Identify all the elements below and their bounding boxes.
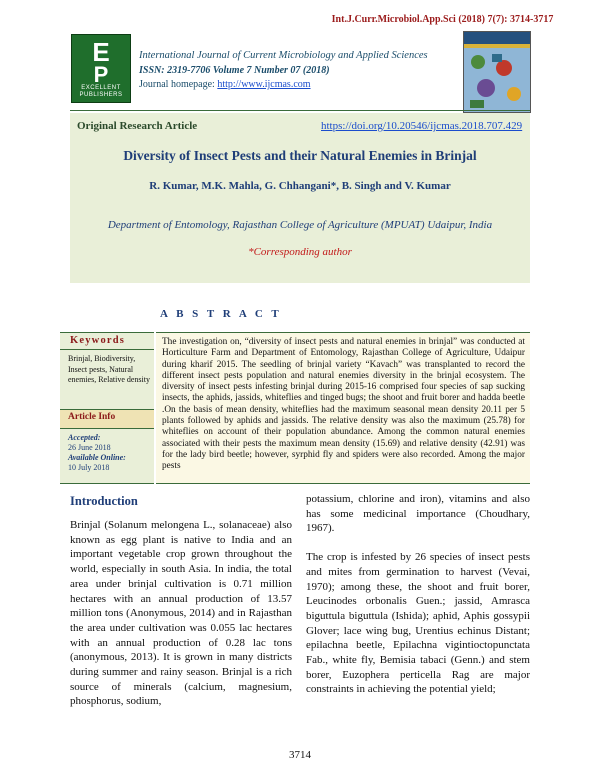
accepted-label: Accepted: <box>68 433 101 442</box>
author-list: R. Kumar, M.K. Mahla, G. Chhangani*, B. Singh and V. Kumar <box>149 180 451 192</box>
article-info-heading: Article Info <box>68 412 116 422</box>
logo-text-publishers: PUBLISHERS <box>79 92 123 98</box>
available-online-label: Available Online: <box>68 453 126 462</box>
header-divider <box>70 110 530 111</box>
available-online-date: 10 July 2018 <box>68 463 110 472</box>
introduction-heading: Introduction <box>70 494 138 508</box>
logo-text-excellent: EXCELLENT <box>81 85 121 91</box>
abstract-text: The investigation on, “diversity of insect pests and natural enemies in brinjal” was conducted at Horticulture Farm and Department of Entomology, Rajasthan College of Agriculture, Udaipur during kharif 2015. The seedling of brinjal variety “Kavach” was transplanted to record the different insect pests population and natural enemies diversity in the brinjal ecosystem. The diversity of insect pests infesting brinjal during 2015-16 comprised four species of sap sucking insects, the aphids, jassids, whiteflies and tinged bugs; the shoot and fruit borer and hadda beetle .On the basis of mean density, whiteflies had the maximum seasonal mean density 20.11 per 5 plants followed by aphids and jassids. The relative density was also the maximum (25.78) for whiteflies on account of their population abundance. Among the common natural enemies associated with their pests the maximum mean density (15.69) and relative density (42.91) was for the lady bird beetle; however, syrphid fly and spiders were also recorded. Among the major pests <box>162 337 525 472</box>
issn-volume: ISSN: 2319-7706 Volume 7 Number 07 (2018) <box>139 65 330 76</box>
page-number: 3714 <box>289 749 311 761</box>
logo-letter-e: E <box>92 37 110 67</box>
doi-link[interactable]: https://doi.org/10.20546/ijcmas.2018.707.429 <box>321 120 523 132</box>
abstract-heading: A B S T R A C T <box>160 308 282 320</box>
journal-homepage <box>139 79 311 90</box>
publisher-logo <box>71 34 131 103</box>
affiliation: Department of Entomology, Rajasthan College of Agriculture (MPUAT) Udaipur, India <box>107 219 493 231</box>
body-paragraph: The crop is infested by 26 species of insect pests and mites from germination to harvest (Vevai, 1970); among these, the shoot and fruit borer, Leucinodes orbonalis Guen.; jassid, Amrasca biguttula biguttula (Ishida); aphid, Aphis gossypii Glover; lace wing bug, Urentius echinus Distant; epilachna beetle, Epilachna vigintioctopunctata Fab., white fly, Bemisia tabaci (Genn.) and stem borer, Euzophera perticella Rag are major constraints in achieving the potential yield; <box>306 551 530 696</box>
article-title: Diversity of Insect Pests and their Natural Enemies in Brinjal <box>123 148 477 163</box>
body-column-right <box>306 492 530 697</box>
keywords-divider <box>60 349 154 350</box>
accepted-date: 26 June 2018 <box>68 443 111 452</box>
cover-illustration-icon <box>464 48 530 112</box>
cover-title-band <box>464 32 530 44</box>
corresponding-author-note: *Corresponding author <box>248 246 352 258</box>
journal-cover-image <box>463 31 531 113</box>
journal-citation: Int.J.Curr.Microbiol.App.Sci (2018) 7(7): 3714-3717 <box>331 14 554 25</box>
homepage-label: Journal homepage: <box>139 79 218 90</box>
body-paragraph: potassium, chlorine and iron), vitamins and also has some medicinal importance (Choudhary, 1967). <box>306 493 530 535</box>
keywords-list: Brinjal, Biodiversity, Insect pests, Natural enemies, Relative density <box>68 354 150 384</box>
body-column-left <box>70 518 292 709</box>
homepage-link[interactable]: http://www.ijcmas.com <box>217 79 311 90</box>
keywords-heading: Keywords <box>70 335 126 346</box>
journal-name: International Journal of Current Microbiology and Applied Sciences <box>139 50 428 61</box>
article-type: Original Research Article <box>77 120 198 132</box>
logo-letter-p: P <box>93 62 109 87</box>
body-paragraph: Brinjal (Solanum melongena L., solanaceae) also known as egg plant is native to India and an important vegetable crop grown throughout the world, especially in south Asia. In india, the total area under brinjal cultivation is 0.71 million hectares with an annual production of 13.57 million tons (Anonymous, 2014) and in Rajasthan the area under cultivation was 0.055 lac hectares with an annual production of 0.28 lac tons (anonymous, 2013). It is grown in many districts during summer and rainy season. Brinjal is a rich source of minerals (calcium, magnesium, phosphorus, sodium, <box>70 519 292 708</box>
